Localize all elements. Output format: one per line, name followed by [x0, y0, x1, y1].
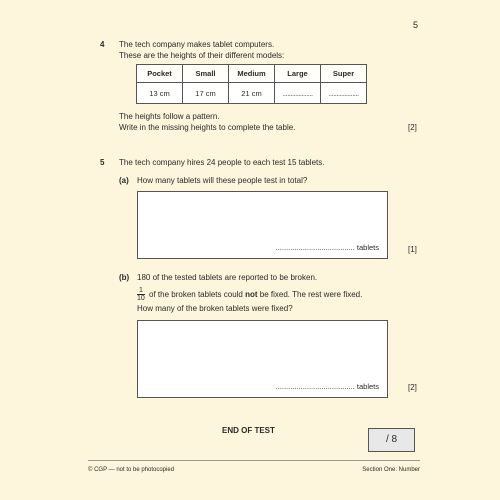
q4-line3: The heights follow a pattern. [119, 112, 220, 121]
q5b-working-box[interactable] [137, 320, 388, 398]
q5b-line2-post: be fixed. The rest were fixed. [259, 290, 363, 299]
q5-intro: The tech company hires 24 people to each test 15 tablets. [119, 158, 325, 167]
q5b-label: (b) [119, 273, 130, 282]
answer-super-blank[interactable]: ................... [328, 88, 359, 98]
q4-line1: The tech company makes tablet computers. [119, 40, 275, 49]
q5b-marks: [2] [408, 383, 417, 392]
q4-marks: [2] [408, 123, 417, 132]
q5a-working-box[interactable] [137, 191, 388, 259]
q5a-label: (a) [119, 176, 129, 185]
one-tenth-fraction [137, 287, 145, 302]
answer-large-blank[interactable]: ................... [282, 88, 313, 98]
footer-section: Section One: Number [362, 467, 420, 473]
header-super: Super [321, 65, 367, 83]
heights-value-row [137, 83, 367, 104]
footer-copyright: © CGP — not to be photocopied [88, 467, 175, 473]
header-small: Small [183, 65, 229, 83]
q5b-line3: How many of the broken tablets were fixed? [137, 304, 293, 313]
fraction-denominator: 10 [137, 295, 145, 303]
q5a-answer-line[interactable]: ...................................... tablets [275, 243, 379, 252]
value-small: 17 cm [183, 83, 229, 104]
header-large: Large [275, 65, 321, 83]
q5b-line2-bold: not [245, 290, 258, 299]
value-pocket: 13 cm [137, 83, 183, 104]
q5b-line2-pre: of the broken tablets could [149, 290, 243, 299]
heights-table [136, 64, 367, 104]
fraction-numerator: 1 [138, 287, 143, 295]
score-box: / 8 [368, 428, 415, 452]
answer-large-cell[interactable] [275, 83, 321, 104]
heights-header-row [137, 65, 367, 83]
q5a-marks: [1] [408, 245, 417, 254]
page-number: 5 [413, 20, 419, 30]
q5b-line1: 180 of the tested tablets are reported to be broken. [137, 273, 318, 282]
footer-divider [88, 460, 420, 461]
header-medium: Medium [229, 65, 275, 83]
q4-line2: These are the heights of their different models: [119, 51, 285, 60]
q5b-line2 [137, 285, 362, 305]
q5b-answer-line[interactable]: ...................................... tablets [275, 382, 379, 391]
header-pocket: Pocket [137, 65, 183, 83]
question-4-number: 4 [100, 40, 105, 49]
q4-line4: Write in the missing heights to complete the table. [119, 123, 296, 132]
end-of-test: END OF TEST [222, 426, 275, 435]
q5a-text: How many tablets will these people test in total? [137, 176, 308, 185]
question-5-number: 5 [100, 158, 105, 167]
answer-super-cell[interactable] [321, 83, 367, 104]
value-medium: 21 cm [229, 83, 275, 104]
